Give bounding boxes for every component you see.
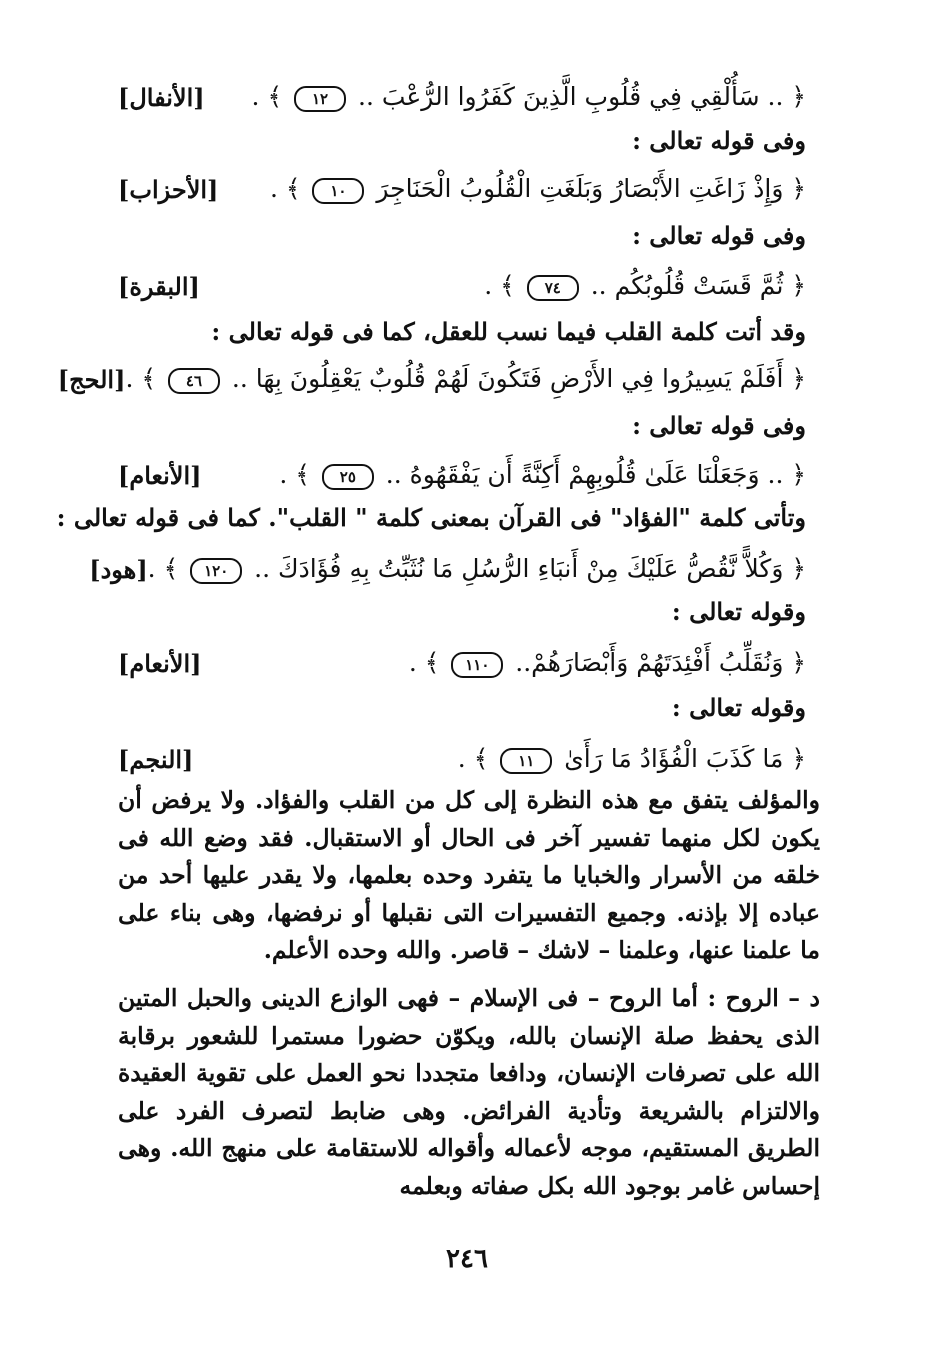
verse-row [89,546,806,592]
quran-verse: ﴿ .. سَأُلْقِي فِي قُلُوبِ الَّذِينَ كَفَرُوا الرُّعْبَ .. ١٢ ﴾ . [251,82,806,112]
quran-verse: ﴿ مَا كَذَبَ الْفُؤَادُ مَا رَأَىٰ ١١ ﴾ . [457,744,806,774]
page-number: ٢٤٦ [446,1244,488,1274]
surah-reference: [الأنعام] [118,460,202,490]
section-heading: د – الروح : [707,984,820,1012]
quran-verse: ﴿ أَفَلَمْ يَسِيرُوا فِي الأَرْضِ فَتَكُونَ لَهُمْ قُلُوبٌ يَعْقِلُونَ بِهَا .. ٤٦ ﴾ . [125,364,806,394]
quran-verse: ﴿ وَنُقَلِّبُ أَفْئِدَتَهُمْ وَأَبْصَارَهُمْ.. ١١٠ ﴾ . [408,648,806,678]
intro-line: وتأتى كلمة "الفؤاد" فى القرآن بمعنى كلمة " القلب". كما فى قوله تعالى : [56,503,806,532]
surah-reference: [البقرة] [118,271,200,301]
verse-row [118,166,806,212]
quran-verse: ﴿ ثُمَّ قَسَتْ قُلُوبُكُم .. ٧٤ ﴾ . [484,271,806,301]
surah-reference: [الأنعام] [118,648,202,678]
verse-row [118,263,806,309]
intro-line: وقوله تعالى : [671,693,806,722]
ayah-number-badge: ٤٦ [168,368,220,394]
quran-verse: ﴿ وَكُلاًّ نَّقُصُّ عَلَيْكَ مِنْ أَنبَاءِ الرُّسُلِ مَا نُثَبِّتُ بِهِ فُؤَادَكَ .. ١٢٠ ﴾ . [147,554,806,584]
verse-row [118,452,806,498]
body-paragraph-ruh [118,980,820,1205]
surah-reference: [الحج] [57,364,126,394]
intro-line: وقوله تعالى : [671,597,806,626]
verse-row [57,356,806,402]
surah-reference: [هود] [89,554,148,584]
ayah-number-badge: ١٠ [312,178,364,204]
intro-line: وفى قوله تعالى : [632,126,806,155]
ayah-number-badge: ١٢٠ [190,558,242,584]
intro-line: وقد أتت كلمة القلب فيما نسب للعقل، كما فى قوله تعالى : [211,317,806,346]
quran-verse: ﴿ وَإِذْ زَاغَتِ الأَبْصَارُ وَبَلَغَتِ الْقُلُوبُ الْحَنَاجِرَ ١٠ ﴾ . [269,174,806,204]
verse-row [118,640,806,686]
intro-line: وفى قوله تعالى : [632,221,806,250]
surah-reference: [الأحزاب] [118,174,219,204]
ayah-number-badge: ١١ [500,748,552,774]
intro-line: وفى قوله تعالى : [632,411,806,440]
quran-verse: ﴿ .. وَجَعَلْنَا عَلَىٰ قُلُوبِهِمْ أَكِنَّةً أَن يَفْقَهُوهُ .. ٢٥ ﴾ . [279,460,806,490]
ayah-number-badge: ٧٤ [527,275,579,301]
verse-row [118,74,806,120]
verse-row [118,736,806,782]
section-text: أما الروح – فى الإسلام – فهى الوازع الدينى والحبل المتين الذى يحفظ صلة الإنسان بالله، ويكوّن حضورا مستمرا للشعور برقابة الله على تصرفات الإنسان، ودافعا متجددا نحو العمل على تقوية العقيدة والالتزام بالشريعة وتأدية الفرائض. وهى ضابط لتصرف الفرد على الطريق المستقيم، موجه لأعماله وأقواله للاستقامة على منهج الله. وهى إحساس غامر بوجود الله بكل صفاته وبعلمه [118,984,820,1200]
body-paragraph: والمؤلف يتفق مع هذه النظرة إلى كل من القلب والفؤاد. ولا يرفض أن يكون لكل منهما تفسير آخر فى الحال أو الاستقبال. فقد وضع الله فى خلقه من الأسرار والخبايا ما يتفرد وحده بعلمها، ولا يقدر عليها أحد من عباده إلا بإذنه. وجميع التفسيرات التى نقبلها أو نرفضها، وهى بناء على ما علمنا عنها، وعلمنا – لاشك – قاصر. والله وحده الأعلم. [118,786,820,964]
surah-reference: [النجم] [118,744,194,774]
surah-reference: [الأنفال] [118,82,205,112]
ayah-number-badge: ١١٠ [451,652,503,678]
ayah-number-badge: ٢٥ [322,464,374,490]
ayah-number-badge: ١٢ [294,86,346,112]
